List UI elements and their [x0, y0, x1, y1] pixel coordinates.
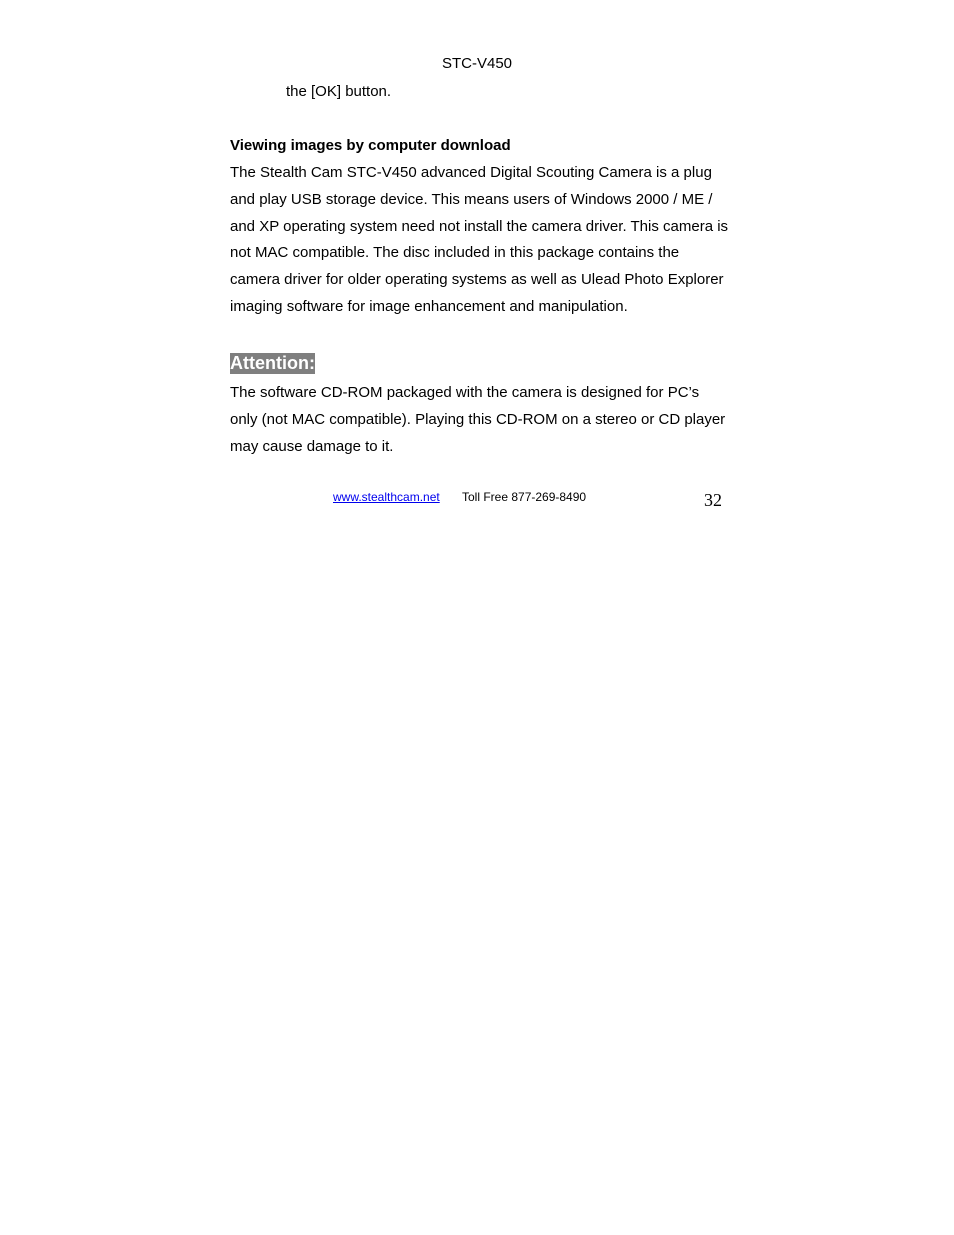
- page-header-model: STC-V450: [441, 55, 513, 72]
- toll-free-phone: Toll Free 877-269-8490: [462, 490, 587, 504]
- continuation-text: the [OK] button.: [286, 83, 392, 100]
- section-paragraph: The Stealth Cam STC-V450 advanced Digital Scouting Camera is a plug and play USB storage device. This means users of Windows 2000 / ME / and XP operating system need not install the camera driver. This camera is not MAC compatible. The disc included in this package contains the camera driver for older operating systems as well as Ulead Photo Explorer imaging software for image enhancement and manipulation.: [230, 164, 729, 315]
- attention-label: Attention:: [230, 353, 315, 373]
- page-number: 32: [704, 490, 722, 510]
- attention-paragraph: The software CD-ROM packaged with the camera is designed for PC’s only (not MAC compatible). Playing this CD-ROM on a stereo or CD player may cause damage to it.: [230, 384, 726, 455]
- website-link[interactable]: www.stealthcam.net: [333, 490, 440, 504]
- section-heading: Viewing images by computer download: [230, 137, 511, 154]
